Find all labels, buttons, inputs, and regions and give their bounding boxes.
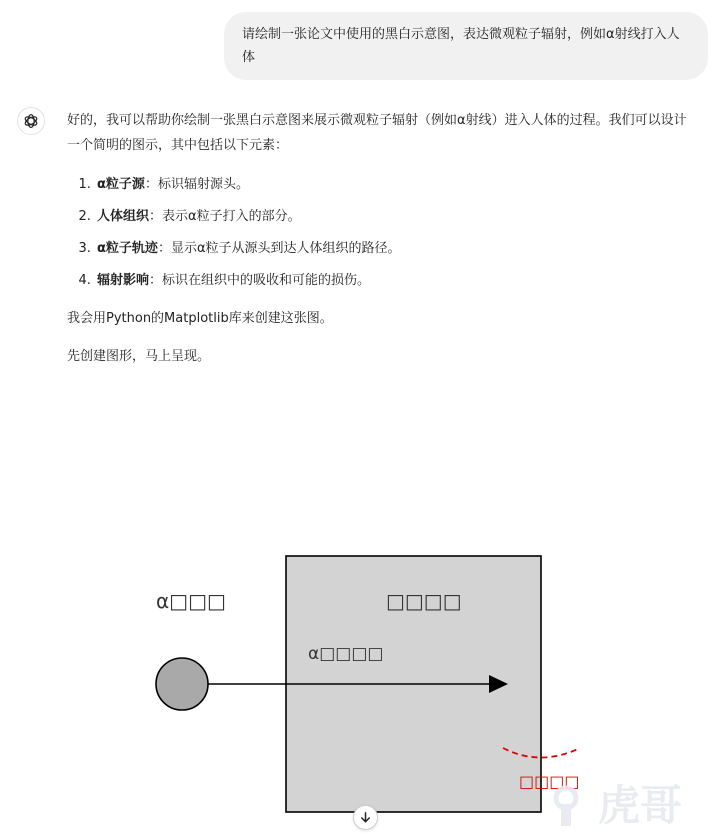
source-label: α□□□ [156, 589, 226, 613]
list-item [95, 172, 699, 197]
list-item [95, 268, 699, 293]
list-item-term: 人体组织 [97, 209, 150, 224]
list-item [95, 236, 699, 261]
element-list [67, 172, 699, 293]
scroll-to-bottom-button[interactable] [353, 805, 378, 830]
list-item-desc: ：标识在组织中的吸收和可能的损伤。 [149, 273, 371, 288]
assistant-para-library: 我会用Python的Matplotlib库来创建这张图。 [67, 311, 333, 326]
list-item-desc: ：表示α粒子打入的部分。 [149, 209, 301, 224]
assistant-avatar [17, 107, 45, 135]
assistant-para-status: 先创建图形，马上呈现。 [67, 349, 211, 364]
list-item-desc: ：显示α粒子从源头到达人体组织的路径。 [157, 241, 401, 256]
assistant-message [67, 108, 699, 369]
alpha-source-circle [156, 658, 208, 710]
openai-logo-icon [22, 112, 40, 130]
damage-label: □□□□ [519, 772, 580, 791]
list-item-desc: ：标识辐射源头。 [144, 177, 249, 192]
watermark-logo [548, 768, 713, 832]
arrow-down-icon [359, 811, 372, 824]
trajectory-label: α□□□□ [308, 644, 384, 664]
user-message-bubble [224, 12, 708, 80]
user-message-text: 请绘制一张论文中使用的黑白示意图，表达微观粒子辐射，例如α射线打入人体 [242, 27, 680, 65]
list-item-term: 辐射影响 [97, 273, 150, 288]
watermark-text: 虎哥 [598, 781, 683, 830]
tissue-label: □□□□ [386, 589, 462, 613]
list-item [95, 204, 699, 229]
list-item-term: α粒子轨迹 [97, 241, 158, 256]
list-item-term: α粒子源 [97, 177, 145, 192]
assistant-intro: 好的，我可以帮助你绘制一张黑白示意图来展示微观粒子辐射（例如α射线）进入人体的过程。我们可以设计一个简明的图示，其中包括以下元素： [67, 113, 687, 153]
